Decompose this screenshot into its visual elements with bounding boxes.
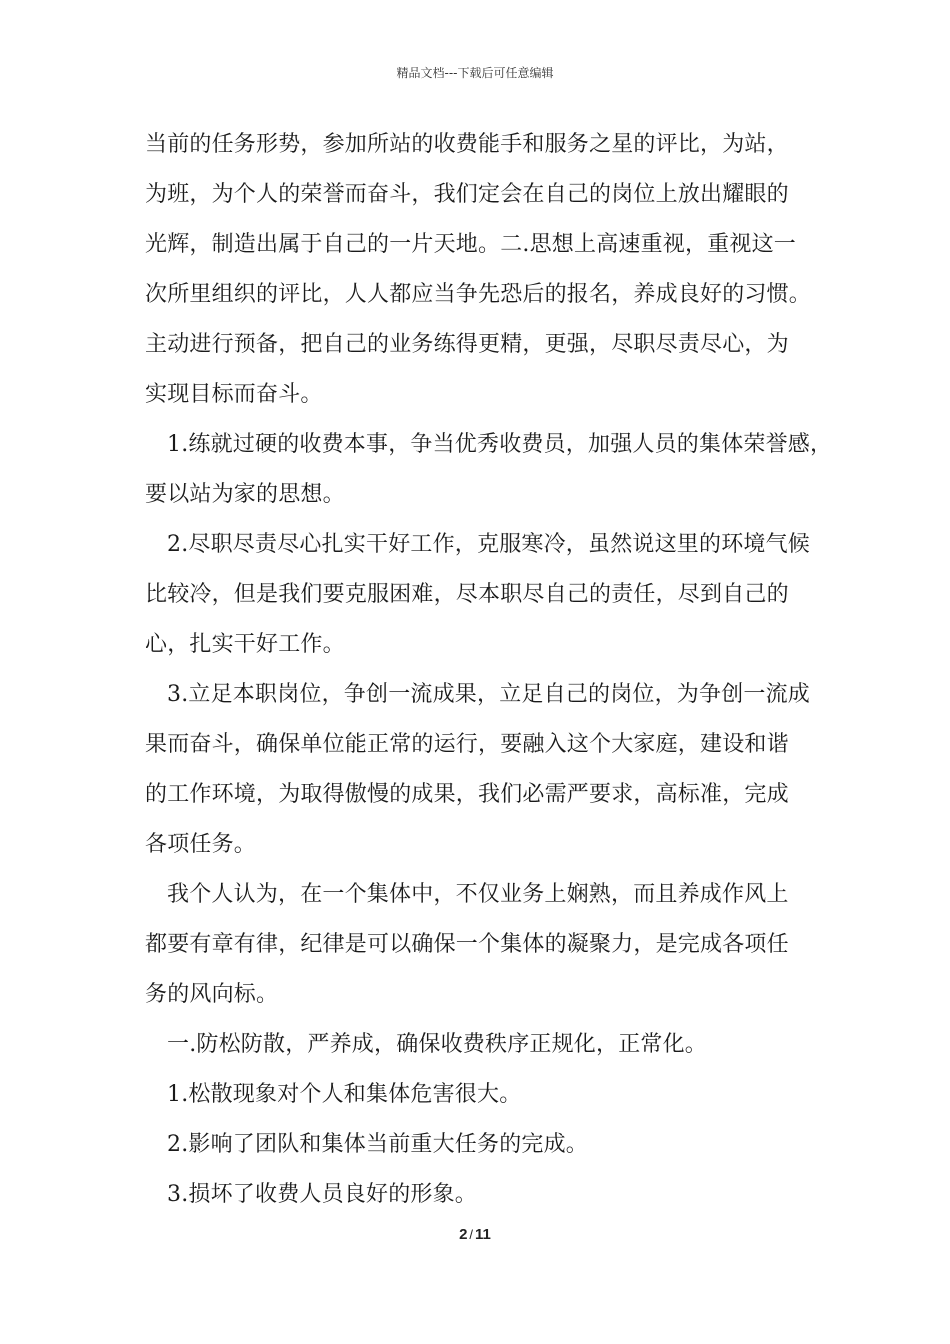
text-line: 各项任务。 [145, 832, 257, 857]
page-header: 精品文档---下载后可任意编辑 [396, 66, 554, 80]
text-line: 1.练就过硬的收费本事，争当优秀收费员，加强人员的集体荣誉感， [167, 432, 833, 457]
text-line: 为班，为个人的荣誉而奋斗，我们定会在自己的岗位上放出耀眼的 [145, 182, 789, 207]
page-separator: / [469, 1227, 474, 1242]
page-number [0, 1226, 950, 1243]
text-line: 次所里组织的评比，人人都应当争先恐后的报名，养成良好的习惯。 [145, 282, 812, 307]
text-line: 2.尽职尽责尽心扎实干好工作，克服寒冷，虽然说这里的环境气候 [167, 532, 810, 557]
text-line: 当前的任务形势，参加所站的收费能手和服务之星的评比，为站， [145, 132, 789, 157]
text-line: 要以站为家的思想。 [145, 482, 345, 507]
text-line: 3.立足本职岗位，争创一流成果，立足自己的岗位，为争创一流成 [167, 682, 810, 707]
text-line: 一.防松防散，严养成，确保收费秩序正规化，正常化。 [167, 1032, 707, 1057]
text-line: 的工作环境，为取得傲慢的成果，我们必需严要求，高标准，完成 [145, 782, 789, 807]
text-line: 务的风向标。 [145, 982, 279, 1007]
text-line: 2.影响了团队和集体当前重大任务的完成。 [167, 1132, 588, 1157]
text-line: 光辉，制造出属于自己的一片天地。二.思想上高速重视，重视这一 [145, 232, 796, 257]
text-line: 我个人认为，在一个集体中，不仅业务上娴熟，而且养成作风上 [167, 882, 789, 907]
text-line: 主动进行预备，把自己的业务练得更精，更强，尽职尽责尽心，为 [145, 332, 789, 357]
document-body [145, 127, 835, 1227]
text-line: 比较冷，但是我们要克服困难，尽本职尽自己的责任，尽到自己的 [145, 582, 789, 607]
text-line: 3.损坏了收费人员良好的形象。 [167, 1182, 477, 1207]
text-line: 1.松散现象对个人和集体危害很大。 [167, 1082, 522, 1107]
text-line: 心，扎实干好工作。 [145, 632, 345, 657]
current-page: 2 [459, 1226, 468, 1243]
total-pages: 11 [475, 1226, 491, 1243]
text-line: 果而奋斗，确保单位能正常的运行，要融入这个大家庭，建设和谐 [145, 732, 789, 757]
text-line: 都要有章有律，纪律是可以确保一个集体的凝聚力，是完成各项任 [145, 932, 789, 957]
text-line: 实现目标而奋斗。 [145, 382, 323, 407]
